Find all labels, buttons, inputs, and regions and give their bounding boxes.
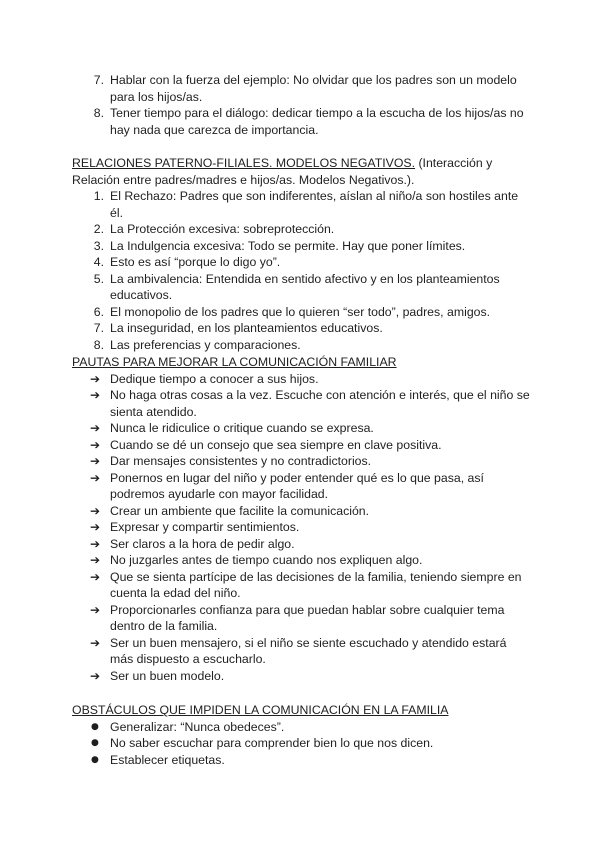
arrow-right-icon: ➔ — [90, 421, 101, 435]
list-item — [72, 387, 532, 420]
list-item-text: La Protección excesiva: sobreprotección. — [110, 222, 335, 236]
arrow-right-icon: ➔ — [90, 569, 101, 584]
arrow-right-icon: ➔ — [90, 668, 101, 683]
list-item — [72, 470, 532, 503]
list-item-text: Nunca le ridiculice o critique cuando se expresa. — [110, 421, 374, 435]
list-item-text: El monopolio de los padres que lo quieren “ser todo”, padres, amigos. — [110, 304, 491, 319]
list-item-text: Cuando se dé un consejo que sea siempre en clave positiva. — [110, 437, 442, 452]
section-heading-paragraph — [72, 155, 532, 188]
list-number: 8. — [93, 337, 104, 352]
list-item — [72, 602, 532, 635]
list-item-text: La ambivalencia: Entendida en sentido afectivo y en los planteamientos educativos. — [110, 271, 500, 302]
section-heading: RELACIONES PATERNO-FILIALES. MODELOS NEGATIVOS. — [72, 156, 416, 170]
section-obstaculos-comunicacion — [72, 702, 532, 768]
arrow-right-icon: ➔ — [90, 503, 101, 518]
arrow-right-icon: ➔ — [90, 536, 101, 551]
arrow-right-icon: ➔ — [90, 371, 101, 386]
list-item-text: Ser un buen mensajero, si el niño se siente escuchado y atendido estará más dispuesto a escucharlo. — [110, 635, 507, 666]
list-item — [72, 72, 532, 105]
section-heading-paragraph — [72, 354, 532, 371]
list-item-text: Esto es así “porque lo digo yo”. — [110, 255, 281, 269]
list-item-text: El Rechazo: Padres que son indiferentes, aíslan al niño/a son hostiles ante él. — [110, 189, 519, 220]
list-item-text: Dar mensajes consistentes y no contradictorios. — [110, 454, 372, 468]
list-item — [72, 536, 532, 553]
list-item — [72, 503, 532, 520]
list-item-text: No juzgarles antes de tiempo cuando nos expliquen algo. — [110, 553, 423, 567]
list-number: 2. — [93, 222, 104, 236]
list-item — [72, 635, 532, 668]
list-item-text: Ser un buen modelo. — [110, 668, 225, 683]
list-item — [72, 569, 532, 602]
list-item — [72, 221, 532, 238]
list-item-text: Las preferencias y comparaciones. — [110, 337, 301, 352]
section-heading-note: (Interacción y Relación entre padres/madres e hijos/as. Modelos Negativos.). — [72, 156, 493, 187]
section-heading: OBSTÁCULOS QUE IMPIDEN LA COMUNICACIÓN EN LA FAMILIA — [72, 703, 449, 717]
list-item-text: La inseguridad, en los planteamientos educativos. — [110, 321, 383, 335]
list-item-text: Crear un ambiente que facilite la comunicación. — [110, 503, 370, 518]
arrow-right-icon: ➔ — [90, 602, 101, 617]
list-item — [72, 420, 532, 437]
section-pautas-comunicacion — [72, 354, 532, 684]
list-item-text: Establecer etiquetas. — [110, 752, 225, 767]
list-item-text: La Indulgencia excesiva: Todo se permite. Hay que poner límites. — [110, 238, 466, 253]
arrow-right-icon: ➔ — [90, 553, 101, 567]
continued-numbered-list — [72, 72, 532, 138]
list-item — [72, 371, 532, 388]
list-item — [72, 238, 532, 255]
list-item — [72, 271, 532, 304]
list-number: 8. — [93, 106, 104, 120]
bullet-list — [72, 719, 532, 769]
list-item-text: Ser claros a la hora de pedir algo. — [110, 536, 295, 551]
list-number: 4. — [93, 255, 104, 269]
list-item-text: Generalizar: “Nunca obedeces”. — [110, 719, 285, 734]
list-item-text: Expresar y compartir sentimientos. — [110, 520, 300, 534]
list-item-text: Dedique tiempo a conocer a sus hijos. — [110, 371, 319, 386]
bullet-dot-icon: ● — [91, 754, 99, 765]
list-number: 7. — [93, 321, 104, 335]
list-item-text: Ponernos en lugar del niño y poder entender qué es lo que pasa, así podremos ayudarle con mayor facilidad. — [110, 470, 484, 501]
list-item — [72, 519, 532, 536]
list-item — [72, 105, 532, 138]
list-number: 5. — [93, 271, 104, 286]
list-item-text: No saber escuchar para comprender bien lo que nos dicen. — [110, 736, 434, 750]
list-item — [72, 437, 532, 454]
arrow-list — [72, 371, 532, 685]
list-item-text: Tener tiempo para el diálogo: dedicar tiempo a la escucha de los hijos/as no hay nada que carezca de importancia. — [110, 106, 524, 137]
list-item — [72, 337, 532, 354]
arrow-right-icon: ➔ — [90, 520, 101, 534]
list-item — [72, 719, 532, 736]
list-number: 7. — [93, 73, 104, 87]
bullet-dot-icon: ● — [91, 738, 99, 748]
list-item — [72, 254, 532, 271]
numbered-list — [72, 188, 532, 353]
section-heading: PAUTAS PARA MEJORAR LA COMUNICACIÓN FAMILIAR — [72, 355, 397, 369]
arrow-right-icon: ➔ — [90, 388, 101, 402]
list-item — [72, 752, 532, 769]
arrow-right-icon: ➔ — [90, 437, 101, 452]
section-heading-paragraph — [72, 702, 532, 719]
list-item-text: Hablar con la fuerza del ejemplo: No olvidar que los padres son un modelo para los hijos/as. — [110, 73, 517, 104]
list-item — [72, 552, 532, 569]
list-item-text: Que se sienta partícipe de las decisiones de la familia, teniendo siempre en cuenta la edad del niño. — [110, 569, 522, 600]
list-item — [72, 304, 532, 321]
arrow-right-icon: ➔ — [90, 470, 101, 485]
bullet-dot-icon: ● — [91, 721, 99, 732]
list-item — [72, 735, 532, 752]
list-number: 3. — [93, 238, 104, 253]
list-item — [72, 668, 532, 685]
list-item-text: Proporcionarles confianza para que puedan hablar sobre cualquier tema dentro de la familia. — [110, 602, 505, 633]
list-item — [72, 320, 532, 337]
list-item — [72, 188, 532, 221]
list-item-text: No haga otras cosas a la vez. Escuche con atención e interés, que el niño se sienta atendido. — [110, 388, 530, 419]
section-relaciones-paterno-filiales — [72, 155, 532, 353]
arrow-right-icon: ➔ — [90, 635, 101, 650]
list-number: 1. — [93, 189, 104, 203]
arrow-right-icon: ➔ — [90, 454, 101, 468]
list-number: 6. — [93, 304, 104, 319]
list-item — [72, 453, 532, 470]
